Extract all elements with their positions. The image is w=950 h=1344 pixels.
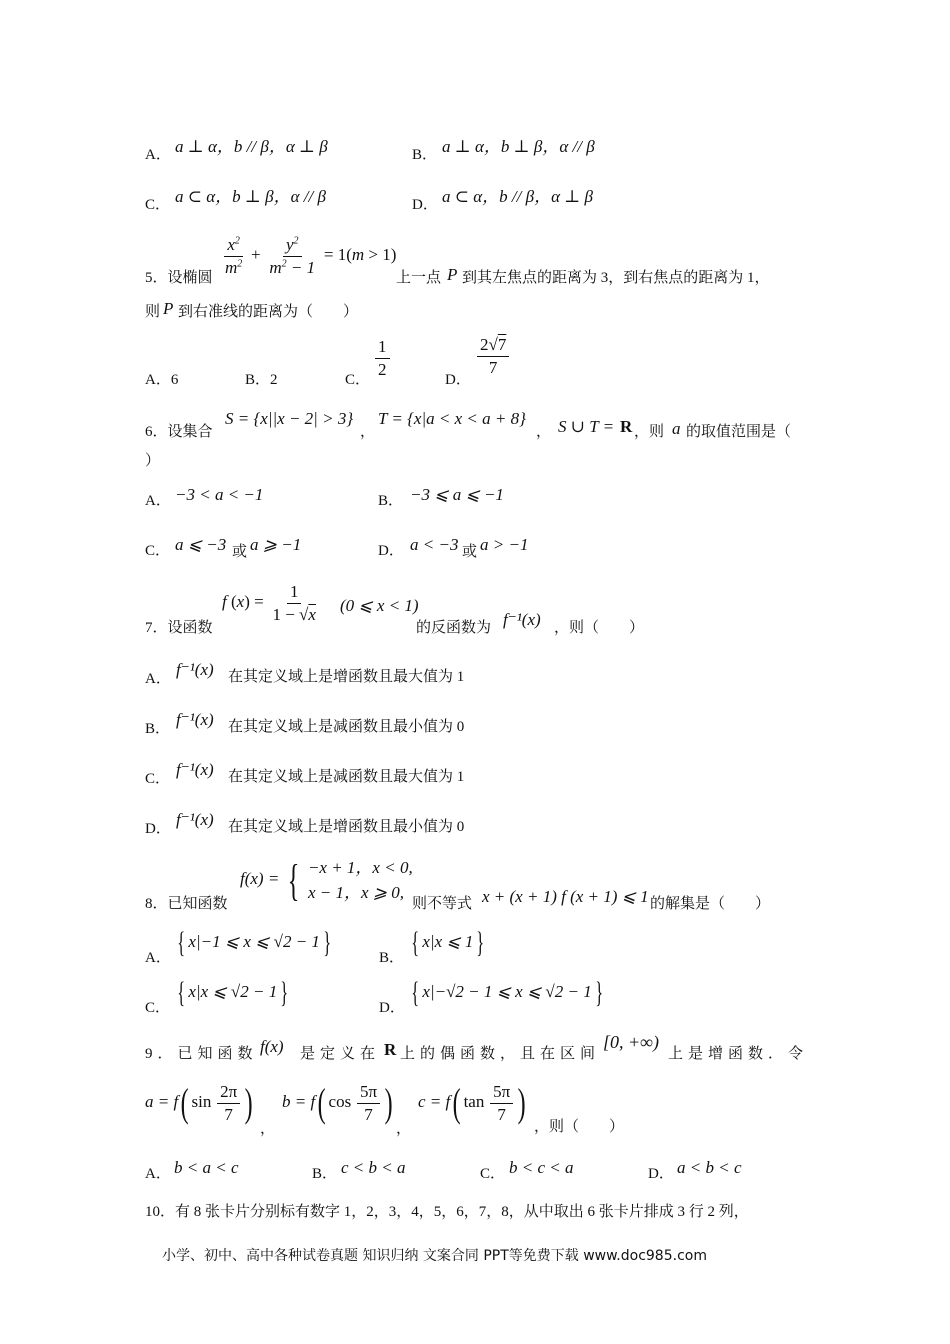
- q8-number: 8．已知函数: [145, 896, 228, 912]
- q9-line1c: 上的偶函数，且在区间: [400, 1046, 601, 1062]
- q4-option-a: A．: [145, 147, 171, 163]
- q8-case2: x − 1，x ⩾ 0,: [307, 882, 404, 902]
- q5-option-d: D．: [445, 372, 471, 388]
- q4-option-b-expr: a ⊥ α，b ⊥ β，α // β: [442, 137, 595, 156]
- q6-option-d: D．: [378, 543, 404, 559]
- q9-interval: [0, +∞): [603, 1032, 659, 1052]
- q7-option-c-inv: f⁻¹(x): [176, 760, 214, 779]
- q7-option-d-text: 在其定义域上是增函数且最小值为 0: [228, 819, 465, 835]
- q9-comma-a: ，: [260, 1121, 276, 1137]
- q7-option-c: C．: [145, 771, 171, 787]
- q9-option-d-expr: a < b < c: [677, 1158, 742, 1177]
- q6-var-a: a: [672, 419, 681, 438]
- q6-union: S ∪ T =: [558, 417, 615, 436]
- q6-option-b-expr: −3 ⩽ a ⩽ −1: [410, 485, 504, 504]
- q4-option-c: C．: [145, 197, 171, 213]
- q6-number: 6．设集合: [145, 424, 213, 440]
- q9-tail: ，则（ ）: [534, 1119, 625, 1135]
- q7-option-b-inv: f⁻¹(x): [176, 710, 214, 729]
- q5-option-a: A．6: [145, 372, 179, 388]
- q7-domain: (0 ⩽ x < 1): [340, 596, 419, 615]
- q5-option-c: C．: [345, 372, 371, 388]
- q9-option-c-expr: b < c < a: [509, 1158, 574, 1177]
- q6-comma1: ，: [360, 424, 376, 440]
- q9-option-a: A．: [145, 1166, 171, 1182]
- q7-option-b-text: 在其定义域上是减函数且最小值为 0: [228, 719, 465, 735]
- q4-option-d: D．: [412, 197, 438, 213]
- q7-option-c-text: 在其定义域上是减函数且最大值为 1: [228, 769, 465, 785]
- q8-case1: −x + 1，x < 0,: [307, 858, 413, 877]
- q5-point-p: P: [447, 265, 458, 284]
- q9-option-a-expr: b < a < c: [174, 1158, 239, 1177]
- footer-banner: 小学、初中、高中各种试卷真题 知识归纳 文案合同 PPT等免费下载 www.doc985.com: [162, 1248, 707, 1264]
- q7-function-def: f (x) = $\frac{1}{1 - √x}$: [222, 582, 316, 624]
- q6-option-a-expr: −3 < a < −1: [175, 485, 264, 504]
- q9-a-def: a = f( sin $\frac{2\pi}{7}$ ): [145, 1080, 253, 1126]
- q7-text: 的反函数为: [416, 620, 492, 636]
- q8-piecewise: f(x) = { −x + 1，x < 0, x − 1，x ⩾ 0,: [240, 855, 413, 905]
- q9-b-def: b = f( cos $\frac{5\pi}{7}$ ): [282, 1080, 393, 1126]
- q9-line1b: 是定义在: [300, 1046, 381, 1062]
- q6-set-s: S = {x||x − 2| > 3}: [225, 409, 354, 428]
- q8-option-c: C．: [145, 1000, 171, 1016]
- q8-tail: 的解集是（ ）: [650, 896, 771, 912]
- q8-inequality: x + (x + 1) f (x + 1) ⩽ 1: [482, 887, 649, 906]
- q4-option-c-expr: a ⊂ α，b ⊥ β，α // β: [175, 187, 326, 206]
- q7-tail: ，则（ ）: [554, 620, 645, 636]
- q7-option-b: B．: [145, 721, 171, 737]
- q6-real-r: R: [620, 417, 633, 436]
- q7-option-a-text: 在其定义域上是增函数且最大值为 1: [228, 669, 465, 685]
- q8-option-b-expr: { x|x ⩽ 1 }: [411, 926, 485, 959]
- q9-option-d: D．: [648, 1166, 674, 1182]
- q6-option-b: B．: [378, 493, 404, 509]
- q9-line1d: 上是增函数．令: [668, 1046, 809, 1062]
- q6-comma2: ，: [536, 424, 552, 440]
- q4-option-d-expr: a ⊂ α，b // β，α ⊥ β: [442, 187, 593, 206]
- q6-option-c-or: 或: [232, 544, 248, 560]
- q9-real-r: R: [384, 1040, 397, 1059]
- q7-number: 7．设函数: [145, 620, 213, 636]
- q7-inverse: f⁻¹(x): [503, 610, 541, 629]
- q5-option-d-frac: $\frac{2√7}{7}$: [475, 336, 511, 377]
- q6-option-a: A．: [145, 493, 171, 509]
- q9-c-def: c = f( tan $\frac{5\pi}{7}$ ): [418, 1080, 526, 1126]
- q4-option-a-expr: a ⊥ α，b // β，α ⊥ β: [175, 137, 328, 156]
- q5-point-p-2: P: [163, 299, 174, 318]
- q9-option-b: B．: [312, 1166, 338, 1182]
- q6-option-d-expr1: a < −3: [410, 535, 459, 554]
- q5-text1: 上一点: [396, 270, 442, 286]
- q8-fx: f(x) =: [240, 869, 280, 889]
- q6-option-d-expr2: a > −1: [480, 535, 529, 554]
- q5-text2: 到其左焦点的距离为 3，到右焦点的距离为 1，: [462, 270, 770, 286]
- q6-tail2: 的取值范围是（: [686, 424, 792, 440]
- q6-close: ）: [145, 453, 161, 469]
- q7-option-a: A．: [145, 671, 171, 687]
- q6-option-c-expr1: a ⩽ −3: [175, 535, 227, 554]
- q9-fx: f(x): [260, 1037, 284, 1056]
- q5-option-b: B．2: [245, 372, 278, 388]
- q6-option-c-expr2: a ⩾ −1: [250, 535, 302, 554]
- q9-line1a: 9．已知函数: [145, 1046, 258, 1062]
- q5-ellipse-equation: $\frac{x^2}{m^2}$ + $\frac{y^2}{m^2 - 1}$ = 1(m > 1): [225, 235, 397, 277]
- q10-text: 10．有 8 张卡片分别标有数字 1，2，3，4，5，6，7，8，从中取出 6 张卡片排成 3 行 2 列，: [145, 1204, 749, 1220]
- q8-option-d: D．: [379, 1000, 405, 1016]
- q9-option-c: C．: [480, 1166, 506, 1182]
- q5-option-c-frac: $\frac{1}{2}$: [373, 338, 392, 379]
- q6-option-d-or: 或: [462, 544, 478, 560]
- q8-option-c-expr: { x|x ⩽ √2 − 1 }: [177, 976, 289, 1009]
- q7-option-d-inv: f⁻¹(x): [176, 810, 214, 829]
- q8-option-a-expr: { x|−1 ⩽ x ⩽ √2 − 1 }: [177, 926, 332, 959]
- q4-option-b: B．: [412, 147, 438, 163]
- q9-comma-b: ，: [396, 1121, 412, 1137]
- q8-option-d-expr: { x|−√2 − 1 ⩽ x ⩽ √2 − 1 }: [411, 976, 603, 1009]
- q9-option-b-expr: c < b < a: [341, 1158, 406, 1177]
- q5-line2b: 到右准线的距离为（ ）: [178, 304, 359, 320]
- q5-line2a: 则: [145, 304, 161, 320]
- q8-text: 则不等式: [412, 896, 473, 912]
- q6-set-t: T = {x|a < x < a + 8}: [378, 409, 526, 428]
- q7-option-a-inv: f⁻¹(x): [176, 660, 214, 679]
- q6-tail: ，则: [634, 424, 665, 440]
- q8-option-a: A．: [145, 950, 171, 966]
- q8-option-b: B．: [379, 950, 405, 966]
- q5-number: 5．设椭圆: [145, 270, 213, 286]
- q7-option-d: D．: [145, 821, 171, 837]
- q6-option-c: C．: [145, 543, 171, 559]
